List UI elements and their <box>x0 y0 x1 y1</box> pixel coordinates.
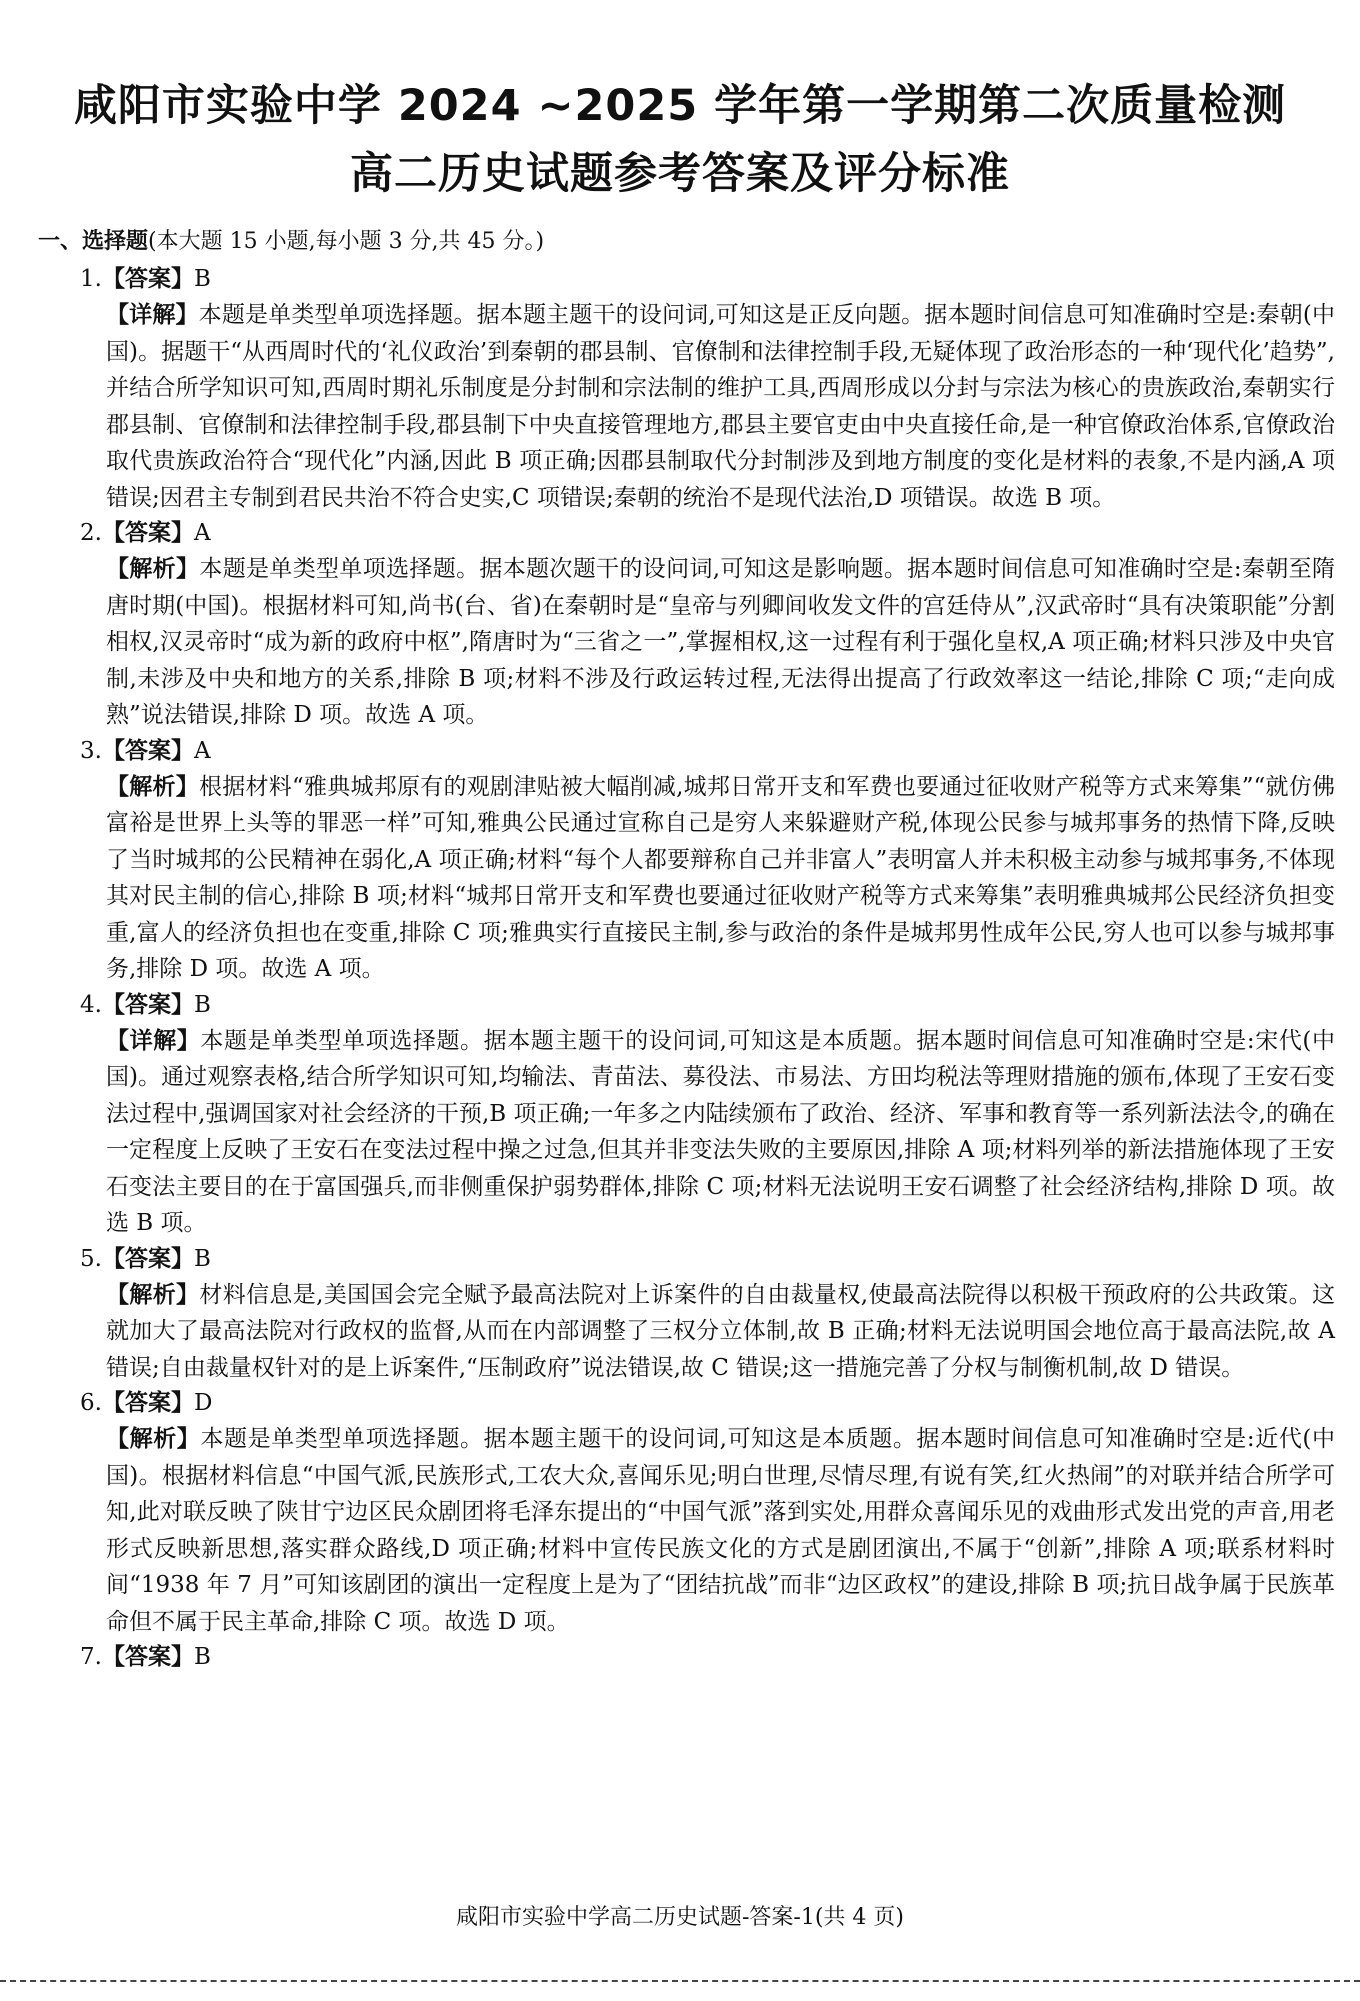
answer-value: B <box>193 1245 211 1272</box>
answer-tag: 【答案】 <box>101 1644 194 1670</box>
question-number: 1. <box>80 266 102 292</box>
explanation-text: 本题是单类型单项选择题。据本题主题干的设问词,可知这是本质题。据本题时间信息可知准确时空是:近代(中国)。根据材料信息“中国气派,民族形式,工农大众,喜闻乐见;明白世理,尽情尽理,有说有笑,红火热闹”的对联并结合所学可知,此对联反映了陕甘宁边区民众剧团将毛泽东提出的“中国气派”落到实处,用群众喜闻乐见的戏曲形式发出党的声音,用老形式反映新思想,落实群众路线,D 项正确;材料中宣传民族文化的方式是剧团演出,不属于“创新”,排除 A 项;联系材料时间“1938 年 7 月”可知该剧团的演出一定程度上是为了“团结抗战”而非“边区政权”的建设,排除 B 项;抗日战争属于民族革命但不属于民主革命,排除 C 项。故选 D 项。 <box>106 1426 1335 1635</box>
answer-line <box>80 734 1335 769</box>
answer-tag: 【答案】 <box>101 737 194 764</box>
section-heading <box>38 226 544 258</box>
section-note: (本大题 15 小题,每小题 3 分,共 45 分。) <box>148 229 545 254</box>
explanation <box>80 1277 1335 1387</box>
answer-tag: 【答案】 <box>101 991 194 1018</box>
document-title: 咸阳市实验中学 2024 ~2025 学年第一学期第二次质量检测 <box>73 81 1287 131</box>
answer-line <box>80 1386 1335 1421</box>
question-number: 3. <box>80 737 102 764</box>
page-footer: 咸阳市实验中学高二历史试题-答案-1(共 4 页) <box>455 1905 904 1930</box>
explanation <box>80 551 1335 734</box>
question-item-6 <box>80 1386 1335 1640</box>
explanation-text: 材料信息是,美国国会完全赋予最高法院对上诉案件的自由裁量权,使最高法院得以积极干预政府的公共政策。这就加大了最高法院对行政权的监督,从而在内部调整了三权分立体制,故 B 正确;材料无法说明国会地位高于最高法院,故 A 错误;自由裁量权针对的是上诉案件,“压制政府”说法错误,故 C 错误;这一措施完善了分权与制衡机制,故 D 错误。 <box>106 1281 1336 1381</box>
explanation-text: 本题是单类型单项选择题。据本题主题干的设问词,可知这是正反向题。据本题时间信息可知准确时空是:秦朝(中国)。据题干“从西周时代的‘礼仪政治’到秦朝的郡县制、官僚制和法律控制手段,无疑体现了政治形态的一种‘现代化’趋势”,并结合所学知识可知,西周时期礼乐制度是分封制和宗法制的维护工具,西周形成以分封与宗法为核心的贵族政治,秦朝实行郡县制、官僚制和法律控制手段,郡县制下中央直接管理地方,郡县主要官吏由中央直接任命,是一种官僚政治体系,官僚政治取代贵族政治符合“现代化”内涵,因此 B 项正确;因郡县制取代分封制涉及到地方制度的变化是材料的表象,不是内涵,A 项错误;因君主专制到君民共治不符合史实,C 项错误;秦朝的统治不是现代法治,D 项错误。故选 B 项。 <box>106 302 1335 511</box>
document-subtitle: 高二历史试题参考答案及评分标准 <box>350 149 1010 199</box>
section-title: 一、选择题 <box>38 229 149 254</box>
explanation-tag: 【解析】 <box>106 556 200 582</box>
answer-tag: 【答案】 <box>101 1390 194 1416</box>
explanation-tag: 【详解】 <box>106 302 199 328</box>
bottom-divider <box>0 1980 1360 1982</box>
answer-line <box>80 988 1335 1023</box>
answer-tag: 【答案】 <box>101 520 194 546</box>
explanation <box>80 1421 1335 1640</box>
answer-tag: 【答案】 <box>101 1245 194 1272</box>
question-item-1 <box>80 262 1335 516</box>
question-item-7 <box>80 1640 1335 1675</box>
question-number: 6. <box>80 1390 102 1416</box>
explanation <box>80 1023 1335 1242</box>
explanation-tag: 【详解】 <box>106 1027 201 1054</box>
answer-line <box>80 516 1335 551</box>
question-number: 4. <box>80 991 102 1018</box>
question-number: 7. <box>80 1644 102 1670</box>
answer-value: D <box>193 1390 213 1416</box>
explanation <box>80 297 1335 516</box>
explanation-tag: 【解析】 <box>106 773 200 800</box>
explanation-tag: 【解析】 <box>106 1281 200 1308</box>
explanation <box>80 769 1335 988</box>
explanation-tag: 【解析】 <box>106 1426 201 1452</box>
answer-line <box>80 1640 1335 1675</box>
answer-value: A <box>193 520 211 546</box>
answer-line <box>80 262 1335 297</box>
question-item-5 <box>80 1242 1335 1387</box>
answer-value: A <box>193 737 211 764</box>
answer-tag: 【答案】 <box>101 266 194 292</box>
questions-list <box>80 262 1335 1675</box>
answer-value: B <box>193 1644 211 1670</box>
explanation-text: 本题是单类型单项选择题。据本题次题干的设问词,可知这是影响题。据本题时间信息可知准确时空是:秦朝至隋唐时期(中国)。根据材料可知,尚书(台、省)在秦朝时是“皇帝与列卿间收发文件的宫廷侍从”,汉武帝时“具有决策职能”分割相权,汉灵帝时“成为新的政府中枢”,隋唐时为“三省之一”,掌握相权,这一过程有利于强化皇权,A 项正确;材料只涉及中央官制,未涉及中央和地方的关系,排除 B 项;材料不涉及行政运转过程,无法得出提高了行政效率这一结论,排除 C 项;“走向成熟”说法错误,排除 D 项。故选 A 项。 <box>106 556 1336 728</box>
answer-line <box>80 1242 1335 1277</box>
explanation-text: 根据材料“雅典城邦原有的观剧津贴被大幅削减,城邦日常开支和军费也要通过征收财产税等方式来筹集”“就仿佛富裕是世界上头等的罪恶一样”可知,雅典公民通过宣称自己是穷人来躲避财产税,体现公民参与城邦事务的热情下降,反映了当时城邦的公民精神在弱化,A 项正确;材料“每个人都要辩称自己并非富人”表明富人并未积极主动参与城邦事务,不体现其对民主制的信心,排除 B 项;材料“城邦日常开支和军费也要通过征收财产税等方式来筹集”表明雅典城邦公民经济负担变重,富人的经济负担也在变重,排除 C 项;雅典实行直接民主制,参与政治的条件是城邦男性成年公民,穷人也可以参与城邦事务,排除 D 项。故选 A 项。 <box>106 773 1335 982</box>
question-item-3 <box>80 734 1335 988</box>
question-item-4 <box>80 988 1335 1242</box>
question-number: 5. <box>80 1245 102 1272</box>
question-number: 2. <box>80 520 102 546</box>
explanation-text: 本题是单类型单项选择题。据本题主题干的设问词,可知这是本质题。据本题时间信息可知准确时空是:宋代(中国)。通过观察表格,结合所学知识可知,均输法、青苗法、募役法、市易法、方田均税法等理财措施的颁布,体现了王安石变法过程中,强调国家对社会经济的干预,B 项正确;一年多之内陆续颁布了政治、经济、军事和教育等一系列新法法令,的确在一定程度上反映了王安石在变法过程中操之过急,但其并非变法失败的主要原因,排除 A 项;材料列举的新法措施体现了王安石变法主要目的在于富国强兵,而非侧重保护弱势群体,排除 C 项;材料无法说明王安石调整了社会经济结构,排除 D 项。故选 B 项。 <box>106 1027 1335 1236</box>
answer-value: B <box>193 991 211 1018</box>
answer-value: B <box>193 266 211 292</box>
question-item-2 <box>80 516 1335 734</box>
